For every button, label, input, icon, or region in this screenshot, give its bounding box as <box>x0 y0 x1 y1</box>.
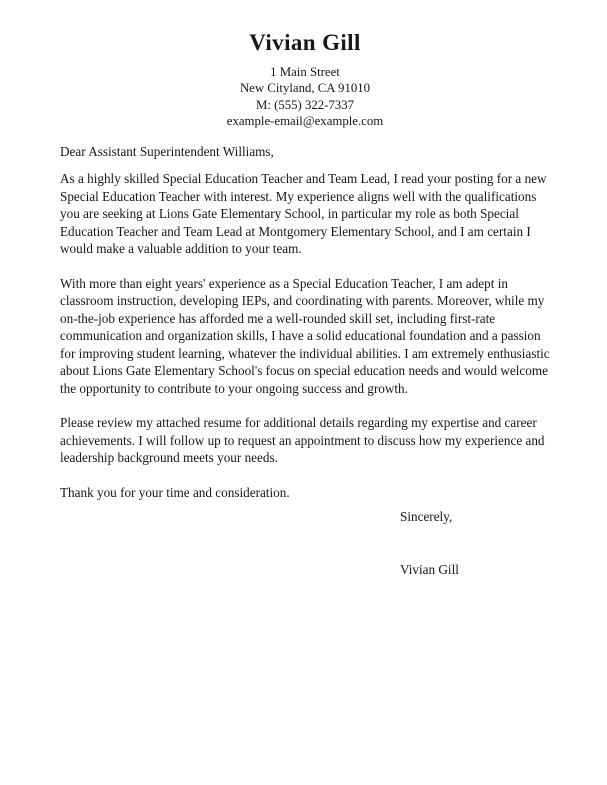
sender-phone: M: (555) 322-7337 <box>255 97 355 112</box>
valediction: Sincerely, <box>400 509 453 525</box>
signature-name: Vivian Gill <box>400 561 459 577</box>
letter-body <box>60 143 550 579</box>
sender-address-city: New Cityland, CA 91010 <box>239 81 371 96</box>
thank-you-line: Thank you for your time and consideration. <box>60 484 290 500</box>
salutation: Dear Assistant Superintendent Williams, <box>60 143 274 159</box>
sender-address-street: 1 Main Street <box>270 65 340 79</box>
sender-email: example-email@example.com <box>226 114 384 129</box>
body-paragraph-3: Please review my attached resume for additional details regarding my expertise and career achievements. I will follow up to request an appointment to discuss how my experience and leadership background meets your needs. <box>60 415 545 466</box>
body-paragraph-2: With more than eight years' experience as a Special Education Teacher, I am adept in classroom instruction, developing IEPs, and coordinating with parents. Moreover, while my on-the-job experience has afforded me a well-rounded skill set, including first-rate communication and organization skills, I have a solid educational foundation and a passion for improving student learning, whatever the individual abilities. I am extremely enthusiastic about Lions Gate Elementary School's focus on special education needs and would welcome the opportunity to contribute to your ongoing success and growth. <box>60 275 550 396</box>
body-paragraph-1: As a highly skilled Special Education Teacher and Team Lead, I read your posting for a new Special Education Teacher with interest. My experience aligns well with the qualifications you are seeking at Lions Gate Elementary School, in particular my role as both Special Education Teacher and Team Lead at Montgomery Elementary School, and I am certain I would make a valuable addition to your team. <box>60 171 547 257</box>
sender-name: Vivian Gill <box>249 30 361 55</box>
letter-header <box>60 29 550 130</box>
